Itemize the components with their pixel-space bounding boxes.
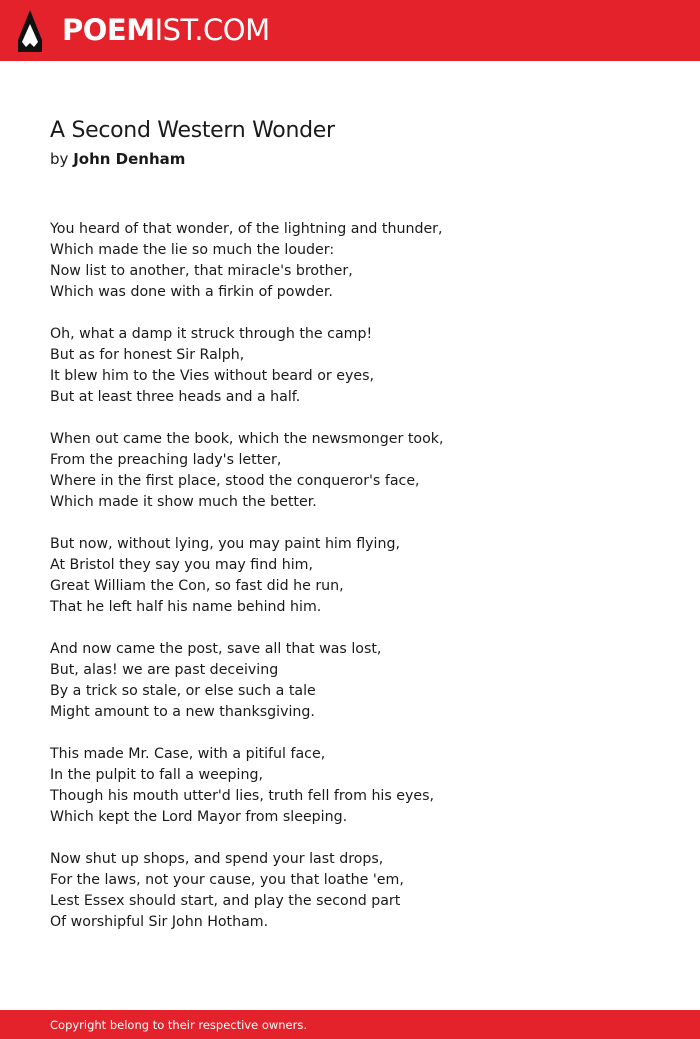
poem-line: But now, without lying, you may paint him flying, bbox=[50, 536, 400, 552]
poem-line: Now shut up shops, and spend your last drops, bbox=[50, 851, 384, 867]
poem-line: This made Mr. Case, with a pitiful face, bbox=[50, 746, 326, 762]
poem-body bbox=[50, 219, 650, 954]
poem-line: But as for honest Sir Ralph, bbox=[50, 347, 245, 363]
poem-line: But at least three heads and a half. bbox=[50, 389, 301, 405]
site-footer bbox=[0, 1010, 700, 1039]
poem-line: Great William the Con, so fast did he run, bbox=[50, 578, 344, 594]
poem-line: Which kept the Lord Mayor from sleeping. bbox=[50, 809, 348, 825]
poem-line: From the preaching lady's letter, bbox=[50, 452, 282, 468]
poem-line: When out came the book, which the newsmonger took, bbox=[50, 431, 444, 447]
poem-line: And now came the post, save all that was lost, bbox=[50, 641, 382, 657]
stanza bbox=[50, 849, 650, 933]
stanza bbox=[50, 429, 650, 513]
copyright-notice: Copyright belong to their respective owners. bbox=[50, 1018, 308, 1032]
poem-line: You heard of that wonder, of the lightning and thunder, bbox=[50, 221, 443, 237]
poem-line: By a trick so stale, or else such a tale bbox=[50, 683, 316, 699]
poem-byline bbox=[50, 149, 185, 169]
site-logo-link[interactable] bbox=[62, 12, 270, 48]
poem-line: Though his mouth utter'd lies, truth fell from his eyes, bbox=[50, 788, 435, 804]
stanza bbox=[50, 324, 650, 408]
stanza bbox=[50, 744, 650, 828]
poem-line: Oh, what a damp it struck through the camp! bbox=[50, 326, 373, 342]
poem-line: Now list to another, that miracle's brother, bbox=[50, 263, 353, 279]
stanza bbox=[50, 639, 650, 723]
poem-line: Lest Essex should start, and play the second part bbox=[50, 893, 401, 909]
pencil-icon bbox=[18, 10, 42, 52]
site-header bbox=[0, 0, 700, 61]
brand-name-bold: POEM bbox=[62, 13, 155, 47]
poem-line: For the laws, not your cause, you that loathe 'em, bbox=[50, 872, 404, 888]
stanza bbox=[50, 219, 650, 303]
poem-line: In the pulpit to fall a weeping, bbox=[50, 767, 263, 783]
poem-author: John Denham bbox=[73, 150, 186, 168]
poem-line: Might amount to a new thanksgiving. bbox=[50, 704, 315, 720]
stanza bbox=[50, 534, 650, 618]
poem-line: Which was done with a firkin of powder. bbox=[50, 284, 333, 300]
poem-line: Which made it show much the better. bbox=[50, 494, 317, 510]
poem-line: It blew him to the Vies without beard or eyes, bbox=[50, 368, 374, 384]
poem-title: A Second Western Wonder bbox=[50, 118, 335, 143]
poem-line: But, alas! we are past deceiving bbox=[50, 662, 279, 678]
brand-name-light: IST.COM bbox=[154, 13, 270, 47]
poem-line: Where in the first place, stood the conqueror's face, bbox=[50, 473, 420, 489]
poem-line: Which made the lie so much the louder: bbox=[50, 242, 335, 258]
poem-line: At Bristol they say you may find him, bbox=[50, 557, 314, 573]
by-label: by bbox=[50, 150, 69, 168]
poem-line: That he left half his name behind him. bbox=[50, 599, 322, 615]
poem-line: Of worshipful Sir John Hotham. bbox=[50, 914, 269, 930]
